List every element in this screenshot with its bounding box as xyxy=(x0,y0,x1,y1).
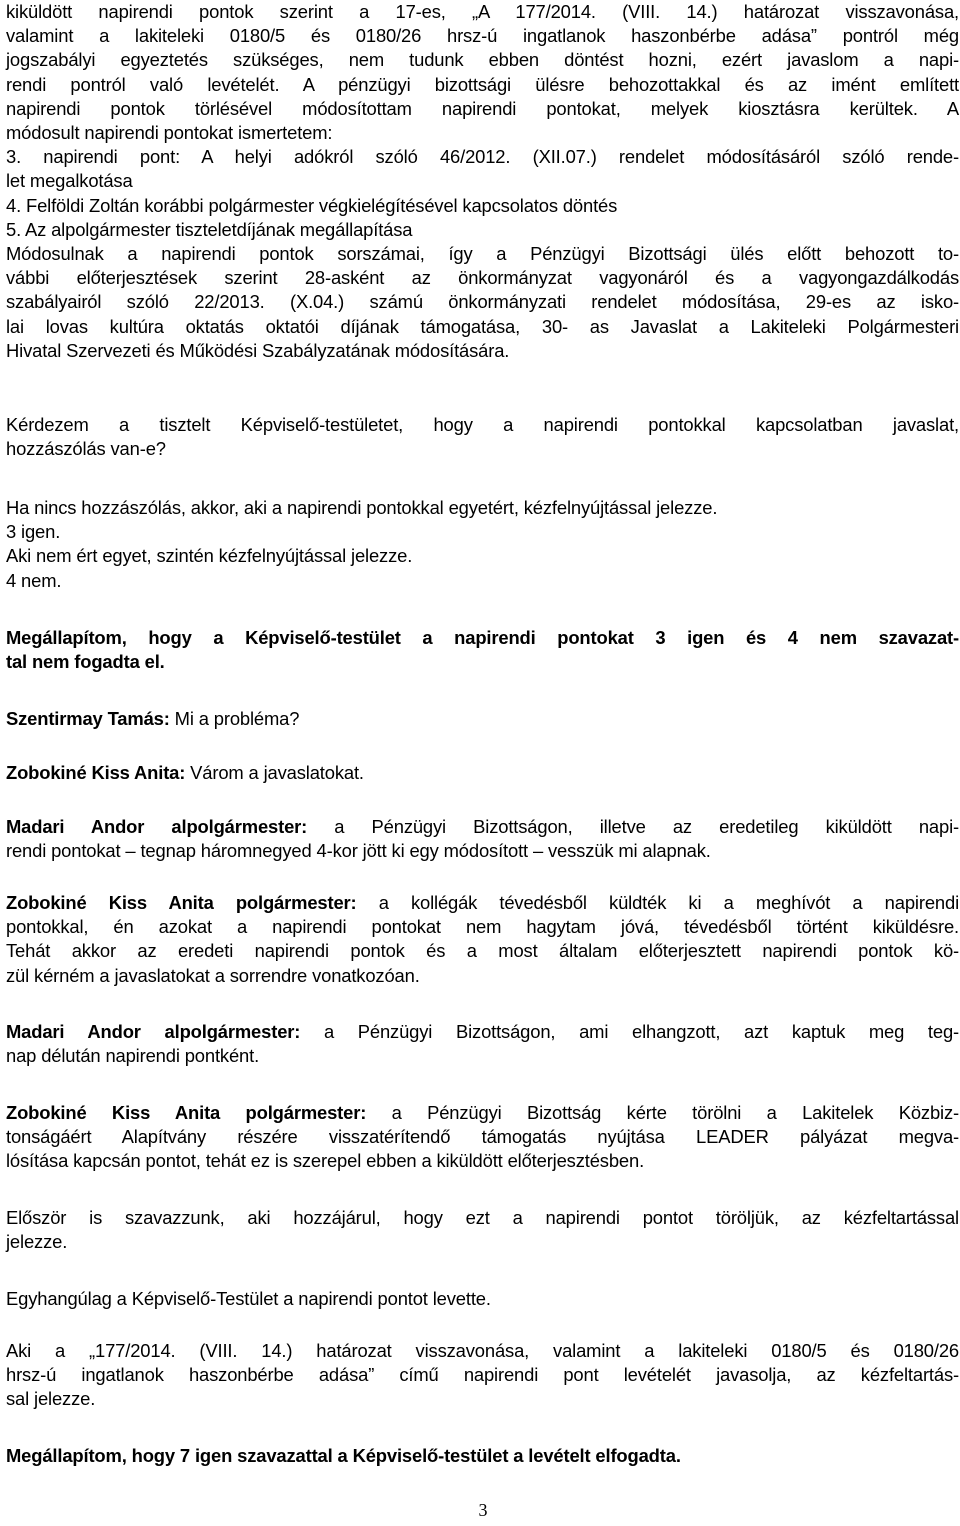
speech-text: a Pénzügyi Bizottságon, illetve az eredetileg kiküldött napi- xyxy=(307,816,959,837)
text-line: Egyhangúlag a Képviselő-Testület a napirendi pontot levette. xyxy=(6,1288,491,1309)
vote-paragraph xyxy=(6,1339,959,1412)
text-line: jogszabályi egyeztetés szükséges, nem tudunk ebben döntést hozni, ezért javaslom a napi- xyxy=(6,49,959,71)
text-line: Megállapítom, hogy 7 igen szavazattal a Képviselő-testület a levételt elfogadta. xyxy=(6,1445,681,1466)
text-line: tal nem fogadta el. xyxy=(6,651,165,673)
text-line: Tehát akkor az eredeti napirendi pontok és a most általam előterjesztett napirendi pontok kö- xyxy=(6,940,959,962)
text-line: Először is szavazzunk, aki hozzájárul, hogy ezt a napirendi pontot töröljük, az kézfeltartással xyxy=(6,1207,959,1228)
speech-paragraph xyxy=(6,1020,959,1068)
speech-text: a kollégák tévedésből küldték ki a meghívót a napirendi xyxy=(356,892,960,913)
text-line: let megalkotása xyxy=(6,170,133,192)
text-line: lósítása kapcsán pontot, tehát ez is szerepel ebben a kiküldött előterjesztésben. xyxy=(6,1150,645,1172)
text-line: napirendi pontok törlésével módosítottam napirendi pontokat, melyek kiosztásra kerültek. A xyxy=(6,97,959,119)
text-line: rendi pontokat – tegnap háromnegyed 4-kor jött ki egy módosított – vesszük mi alapnak. xyxy=(6,840,711,862)
text-line: sal jelezze. xyxy=(6,1388,96,1410)
speech-paragraph xyxy=(6,761,959,785)
text-line: valamint a lakiteleki 0180/5 és 0180/26 hrsz-ú ingatlanok haszonbérbe adása” pontról még xyxy=(6,25,959,47)
speaker-name: Zobokiné Kiss Anita polgármester: xyxy=(6,892,357,913)
speaker-name: Szentirmay Tamás: xyxy=(6,708,170,729)
decision-paragraph xyxy=(6,1287,959,1311)
text-line: tonságáért Alapítvány részére visszatérítendő támogatás nyújtása LEADER pályázat megva- xyxy=(6,1126,959,1148)
speech-text: a Pénzügyi Bizottságon, ami elhangzott, azt kaptuk meg teg- xyxy=(300,1021,960,1042)
speaker-name: Zobokiné Kiss Anita polgármester: xyxy=(6,1102,367,1123)
text-line: Kérdezem a tisztelt Képviselő-testületet, hogy a napirendi pontokkal kapcsolatban javaslat, xyxy=(6,414,959,435)
text-line: Aki a „177/2014. (VIII. 14.) határozat visszavonása, valamint a lakiteleki 0180/5 és 0180/26 xyxy=(6,1340,959,1361)
text-line: hozzászólás van-e? xyxy=(6,438,166,460)
speech-paragraph xyxy=(6,891,959,988)
speaker-name: Madari Andor alpolgármester: xyxy=(6,816,308,837)
text-line: jelezze. xyxy=(6,1231,68,1253)
text-line: Módosulnak a napirendi pontok sorszámai, így a Pénzügyi Bizottsági ülés előtt behozott to- xyxy=(6,243,959,265)
speaker-name: Zobokiné Kiss Anita: xyxy=(6,762,186,783)
text-line: 5. Az alpolgármester tiszteletdíjának megállapítása xyxy=(6,218,413,240)
speech-paragraph xyxy=(6,815,959,863)
speech-text: Várom a javaslatokat. xyxy=(185,762,364,783)
vote-paragraph xyxy=(6,496,959,593)
vote-paragraph xyxy=(6,1206,959,1254)
text-line: módosult napirendi pontokat ismertetem: xyxy=(6,122,333,144)
text-line: zül kérném a javaslatokat a sorrendre vonatkozóan. xyxy=(6,964,420,986)
intro-paragraph xyxy=(6,0,959,363)
speech-text: Mi a probléma? xyxy=(169,708,300,729)
text-line: 3 igen. xyxy=(6,521,61,543)
question-paragraph xyxy=(6,413,959,461)
text-line: 3. napirendi pont: A helyi adókról szóló 46/2012. (XII.07.) rendelet módosításáról szóló rende- xyxy=(6,146,959,168)
text-line: 4 nem. xyxy=(6,569,62,591)
speech-text: a Pénzügyi Bizottság kérte törölni a Lakitelek Közbiz- xyxy=(366,1102,960,1123)
text-line: lai lovas kultúra oktatás oktatói díjának támogatása, 30- as Javaslat a Lakiteleki Polgármesteri xyxy=(6,315,959,337)
text-line: nap délután napirendi pontként. xyxy=(6,1045,260,1067)
text-line: Hivatal Szervezeti és Működési Szabályzatának módosítására. xyxy=(6,339,510,361)
result-paragraph xyxy=(6,1444,959,1468)
text-line: rendi pontról való levételét. A pénzügyi bizottsági ülésre behozottakkal és az imént említett xyxy=(6,73,959,95)
text-line: vábbi előterjesztések szerint 28-asként az önkormányzat vagyonáról és a vagyongazdálkodás xyxy=(6,267,959,289)
speech-paragraph xyxy=(6,707,959,731)
text-line: hrsz-ú ingatlanok haszonbérbe adása” című napirendi pont levételét javasolja, az kézfeltartás- xyxy=(6,1364,959,1386)
text-line: Ha nincs hozzászólás, akkor, aki a napirendi pontokkal egyetért, kézfelnyújtással jelezze. xyxy=(6,497,718,518)
text-line: szabályairól szóló 22/2013. (X.04.) számú önkormányzati rendelet módosítása, 29-es az isko- xyxy=(6,291,959,313)
text-line: pontokkal, én azokat a napirendi pontokat nem hagytam jóvá, tévedésből történt kiküldésre. xyxy=(6,916,959,938)
page-number: 3 xyxy=(478,1500,488,1520)
text-line: kiküldött napirendi pontok szerint a 17-es, „A 177/2014. (VIII. 14.) határozat visszavonása, xyxy=(6,1,959,22)
text-line: Megállapítom, hogy a Képviselő-testület a napirendi pontokat 3 igen és 4 nem szavazat- xyxy=(6,627,959,648)
speaker-name: Madari Andor alpolgármester: xyxy=(6,1021,301,1042)
text-line: 4. Felföldi Zoltán korábbi polgármester végkielégítésével kapcsolatos döntés xyxy=(6,194,618,216)
speech-paragraph xyxy=(6,1101,959,1174)
result-paragraph xyxy=(6,626,959,674)
text-line: Aki nem ért egyet, szintén kézfelnyújtással jelezze. xyxy=(6,545,413,567)
